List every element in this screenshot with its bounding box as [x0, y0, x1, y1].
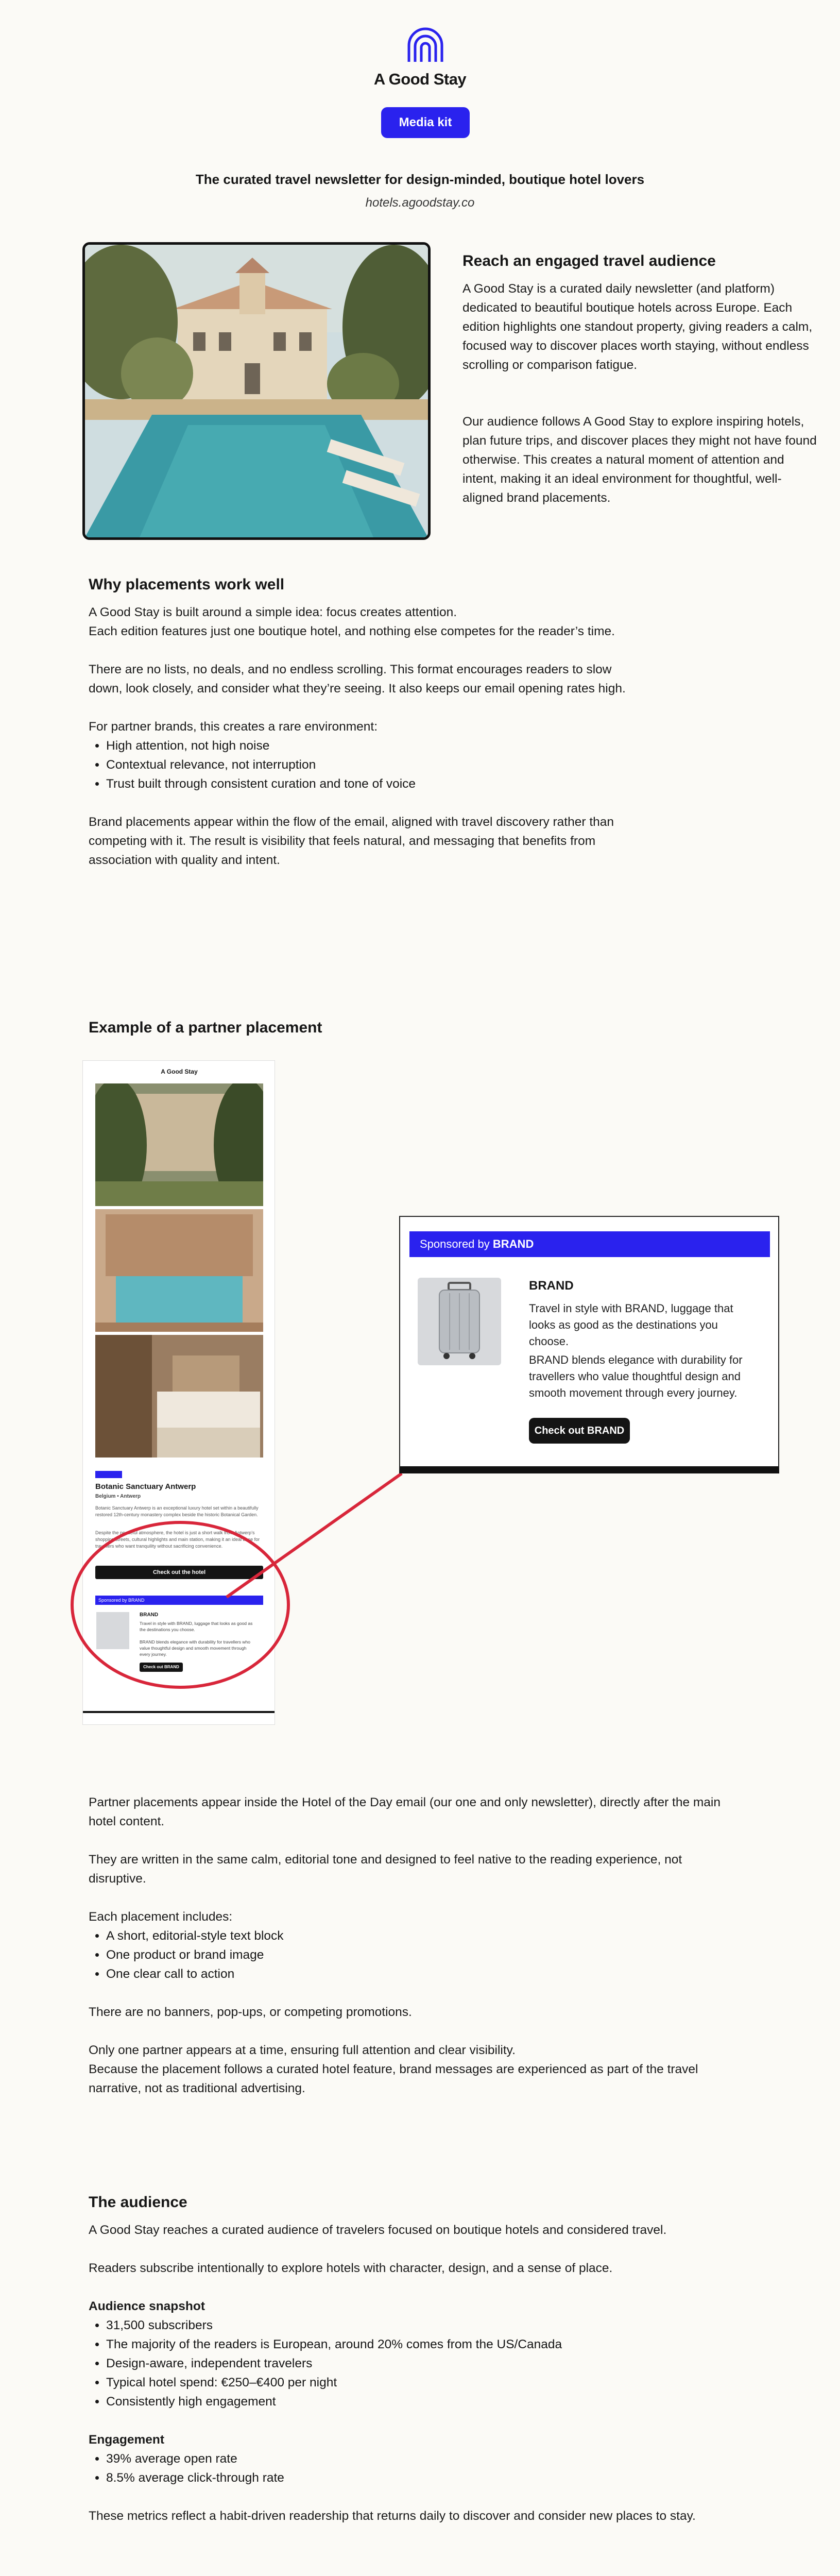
list-item: • Consistently high engagement [106, 2392, 727, 2411]
preview-brand-title: BRAND [140, 1612, 159, 1618]
preview-garden-image [95, 1083, 263, 1206]
placement-paragraph-4: There are no banners, pop-ups, or competing promotions. [89, 2005, 412, 2019]
sponsored-title: BRAND [529, 1279, 574, 1293]
preview-hotel-text-1: Botanic Sanctuary Antwerp is an exceptional luxury hotel set within a beautifully restored 12th-century monastery complex beside the historic Botanical Garden. [95, 1505, 259, 1517]
list-item: • 8.5% average click-through rate [106, 2468, 727, 2487]
why-paragraph-2: There are no lists, no deals, and no endless scrolling. This format encourages readers to slow down, look closely, and consider what they’re seeing. It also keeps our email opening rates high. [89, 663, 626, 696]
preview-pool-image [95, 1209, 263, 1332]
engagement-heading: Engagement [89, 2433, 165, 2447]
media-kit-button[interactable]: Media kit [381, 107, 470, 138]
preview-masthead: A Good Stay [161, 1068, 198, 1075]
engagement-list [89, 2449, 727, 2487]
hero-heading: Reach an engaged travel audience [462, 252, 716, 269]
list-item: • The majority of the readers is European, around 20% comes from the US/Canada [106, 2335, 727, 2354]
list-item: • 31,500 subscribers [106, 2316, 727, 2335]
audience-paragraph-2: Readers subscribe intentionally to explore hotels with character, design, and a sense of place. [89, 2261, 613, 2275]
preview-check-hotel-button[interactable]: Check out the hotel [95, 1566, 263, 1579]
sponsored-text-1: Travel in style with BRAND, luggage that looks as good as the destinations you choose. [529, 1302, 733, 1348]
placement-paragraph-5a: Only one partner appears at a time, ensuring full attention and clear visibility. [89, 2043, 516, 2057]
sponsored-text-2: BRAND blends elegance with durability for travellers who value thoughtful design and smooth movement through every journey. [529, 1353, 743, 1399]
placement-paragraph-2: They are written in the same calm, editorial tone and designed to feel native to the reading experience, not disruptive. [89, 1853, 682, 1886]
list-item: • Typical hotel spend: €250–€400 per night [106, 2373, 727, 2392]
preview-hotel-name: Botanic Sanctuary Antwerp [95, 1482, 196, 1491]
list-item: • High attention, not high noise [106, 736, 645, 755]
why-heading: Why placements work well [89, 576, 285, 593]
why-paragraph-3: For partner brands, this creates a rare environment: [89, 720, 378, 734]
highlight-annotation [67, 1319, 407, 1741]
why-paragraph-1b: Each edition features just one boutique hotel, and nothing else competes for the reader’s time. [89, 624, 615, 638]
placement-paragraph-1: Partner placements appear inside the Hotel of the Day email (our one and only newsletter), directly after the main hotel content. [89, 1795, 721, 1828]
why-bullet-list [89, 736, 645, 793]
audience-snapshot-list [89, 2316, 727, 2411]
sponsored-bar [409, 1231, 770, 1257]
suitcase-image [418, 1278, 501, 1365]
why-paragraph-1: A Good Stay is built around a simple idea: focus creates attention. [89, 605, 457, 619]
sponsored-prefix: Sponsored by [420, 1238, 490, 1250]
list-item: • One product or brand image [106, 1945, 727, 1964]
list-item: • Design-aware, independent travelers [106, 2354, 727, 2373]
hero-paragraph-2: Our audience follows A Good Stay to explore inspiring hotels, plan future trips, and discover places they might not have found otherwise. This creates a natural moment of attention and intent, making it an ideal environment for thoughtful, well-aligned brand placements. [462, 415, 817, 505]
list-item: • A short, editorial-style text block [106, 1926, 727, 1945]
list-item: • 39% average open rate [106, 2449, 727, 2468]
sponsored-placement-card [399, 1216, 779, 1473]
audience-snapshot-heading: Audience snapshot [89, 2299, 205, 2313]
placement-bullet-list [89, 1926, 727, 1984]
placement-paragraph-3: Each placement includes: [89, 1910, 233, 1924]
brand-logo-icon [406, 27, 445, 63]
audience-heading: The audience [89, 2194, 187, 2211]
why-paragraph-4: Brand placements appear within the flow of the email, aligned with travel discovery rather than competing with it. The result is visibility that feels natural, and messaging that benefits from association with quality and intent. [89, 815, 614, 867]
preview-brand-text-2: BRAND blends elegance with durability for travellers who value thoughtful design and smooth movement through every journey. [140, 1639, 250, 1657]
hero-paragraph-1: A Good Stay is a curated daily newsletter (and platform) dedicated to beautiful boutique hotels across Europe. Each edition highlights one standout property, giving readers a calm, focused way to discover places worth staying, without endless scrolling or comparison fatigue. [462, 282, 813, 372]
list-item: • One clear call to action [106, 1964, 727, 1984]
example-heading: Example of a partner placement [89, 1019, 322, 1036]
preview-hotel-text-2: Despite the peaceful atmosphere, the hotel is just a short walk from Antwerp’s shopping streets, cultural highlights and main station, making it an ideal base for travellers who want tranquility without sacrificing convenience. [95, 1530, 260, 1549]
list-item: • Contextual relevance, not interruption [106, 755, 645, 774]
audience-paragraph-1: A Good Stay reaches a curated audience of travelers focused on boutique hotels and considered travel. [89, 2223, 667, 2237]
preview-brand-text-1: Travel in style with BRAND, luggage that looks as good as the destinations you choose. [140, 1621, 253, 1632]
check-out-brand-button[interactable]: Check out BRAND [529, 1418, 630, 1444]
placement-paragraph-5b: Because the placement follows a curated hotel feature, brand messages are experienced as part of the travel narrative, not as traditional advertising. [89, 2062, 698, 2095]
sponsored-brand: BRAND [492, 1238, 534, 1250]
site-url[interactable]: hotels.agoodstay.co [365, 196, 475, 210]
list-item: • Trust built through consistent curation and tone of voice [106, 774, 645, 793]
preview-sponsored-bar: Sponsored by BRAND [95, 1596, 263, 1605]
brand-name: A Good Stay [373, 70, 467, 88]
preview-brand-button[interactable]: Check out BRAND [140, 1663, 183, 1672]
tagline: The curated travel newsletter for design-minded, boutique hotel lovers [195, 172, 645, 187]
audience-paragraph-3: These metrics reflect a habit-driven readership that returns daily to discover and consider new places to stay. [89, 2509, 696, 2523]
hero-hotel-pool-image [82, 242, 431, 540]
preview-hotel-location: Belgium • Antwerp [95, 1494, 141, 1499]
